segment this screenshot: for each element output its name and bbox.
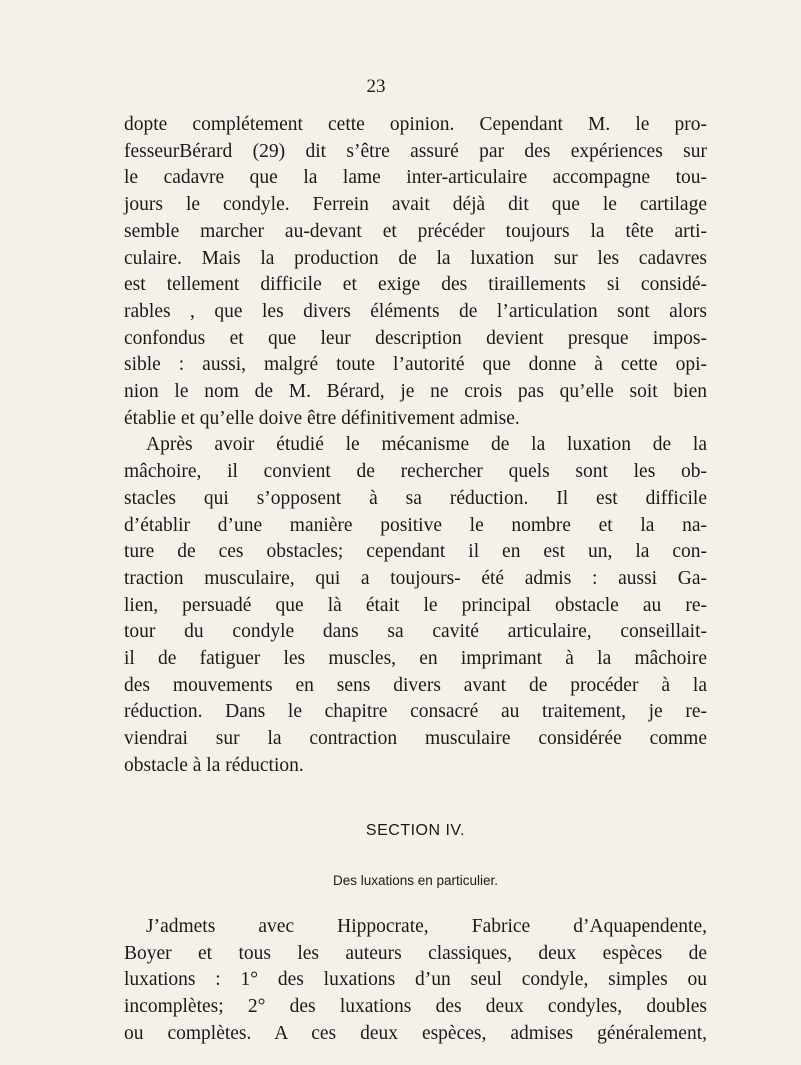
text-line: fesseurBérard (29) dit s’être assuré par des expériences sur xyxy=(124,140,707,162)
paragraph-1 xyxy=(124,112,707,432)
text-line: mâchoire, il convient de rechercher quels sont les ob- xyxy=(124,461,707,483)
text-line: lien, persuadé que là était le principal obstacle au re- xyxy=(124,594,707,616)
text-line: semble marcher au-devant et précéder toujours la tête arti- xyxy=(124,220,707,242)
text-line: nion le nom de M. Bérard, je ne crois pas qu’elle soit bien xyxy=(124,381,707,403)
section-subtitle: Des luxations en particulier. xyxy=(332,873,499,888)
text-line: Boyer et tous les auteurs classiques, deux espèces de xyxy=(124,942,707,964)
text-line: ture de ces obstacles; cependant il en est un, la con- xyxy=(124,541,707,563)
text-line: jours le condyle. Ferrein avait déjà dit que le cartilage xyxy=(124,194,707,216)
text-line: il de fatiguer les muscles, en imprimant à la mâchoire xyxy=(124,648,707,670)
text-line: Après avoir étudié le mécanisme de la luxation de la xyxy=(146,434,707,456)
text-line: ou complètes. A ces deux espèces, admises généralement, xyxy=(124,1022,707,1044)
text-line: le cadavre que la lame inter-articulaire accompagne tou- xyxy=(124,167,707,189)
text-line: tour du condyle dans sa cavité articulaire, conseillait- xyxy=(124,621,707,643)
text-line: d’établir d’une manière positive le nombre et la na- xyxy=(124,514,707,536)
text-line: est tellement difficile et exige des tiraillements si considé- xyxy=(124,274,707,296)
text-line: des mouvements en sens divers avant de procéder à la xyxy=(124,674,707,696)
text-line: établie et qu’elle doive être définitivement admise. xyxy=(124,407,520,429)
text-line: stacles qui s’opposent à sa réduction. Il est difficile xyxy=(124,487,707,509)
text-line: obstacle à la réduction. xyxy=(124,754,304,776)
text-line: luxations : 1° des luxations d’un seul condyle, simples ou xyxy=(124,969,707,991)
text-line: sible : aussi, malgré toute l’autorité que donne à cette opi- xyxy=(124,354,707,376)
section-heading: SECTION IV. xyxy=(365,822,466,839)
text-line: incomplètes; 2° des luxations des deux condyles, doubles xyxy=(124,996,707,1018)
text-line: dopte complétement cette opinion. Cependant M. le pro- xyxy=(124,114,707,135)
text-line: réduction. Dans le chapitre consacré au traitement, je re- xyxy=(124,701,707,723)
text-line: traction musculaire, qui a toujours- été admis : aussi Ga- xyxy=(124,567,707,589)
page-number: 23 xyxy=(366,76,386,97)
body-text-top xyxy=(124,112,707,780)
text-line: viendrai sur la contraction musculaire considérée comme xyxy=(124,728,707,750)
paragraph-2 xyxy=(124,432,707,779)
body-text-bottom xyxy=(124,914,707,1048)
text-line: confondus et que leur description devient presque impos- xyxy=(124,327,707,349)
paragraph-3 xyxy=(124,914,707,1048)
text-line: culaire. Mais la production de la luxation sur les cadavres xyxy=(124,247,707,269)
text-line: J’admets avec Hippocrate, Fabrice d’Aquapendente, xyxy=(146,916,707,937)
text-line: rables , que les divers éléments de l’articulation sont alors xyxy=(124,300,707,322)
